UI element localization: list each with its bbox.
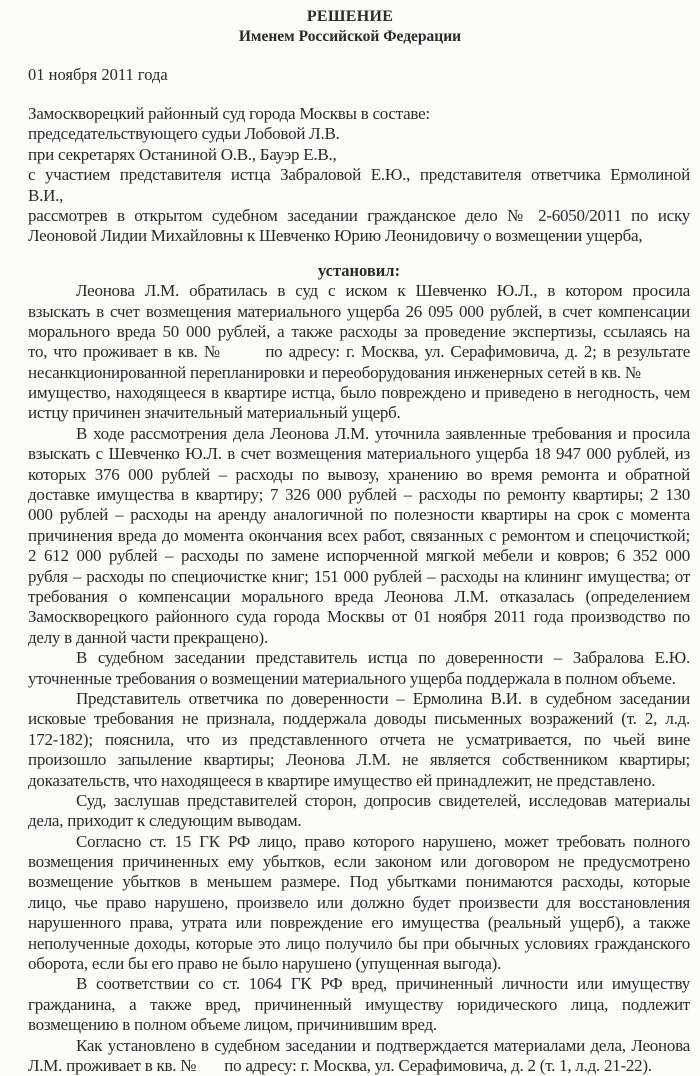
paragraph-line: взыскать с Шевченко Ю.Л. в счет возмещения материального ущерба 18 947 000 рублей, из [28, 444, 690, 464]
intro-line: рассмотрев в открытом судебном заседании гражданское дело № 2-6050/2011 по иску [28, 205, 690, 225]
intro-line: Замоскворецкий районный суд города Москвы в составе: [28, 104, 430, 123]
paragraph [28, 1036, 690, 1076]
document-date: 01 ноября 2011 года [28, 65, 168, 84]
paragraph-line: которых 376 000 рублей – расходы по вывозу, хранению во время ремонта и обратной [28, 464, 690, 484]
intro-block [28, 104, 690, 247]
paragraph-line: неполученные доходы, которые это лицо получило бы при обычных условиях гражданского [28, 933, 690, 953]
document-title: РЕШЕНИЕ [306, 8, 394, 25]
intro-line: с участием представителя истца Забраловой Е.Ю., представителя ответчика Ермолиной [28, 165, 690, 185]
paragraph-line: доставке имущества в квартиру; 7 326 000 рублей – расходы по ремонту квартиры; 2 130 [28, 485, 690, 505]
paragraph [28, 689, 690, 791]
paragraph-line: истцу причинен значительный материальный ущерб. [28, 403, 401, 423]
paragraph-line: произошло запыление квартиры; Леонова Л.М. не является собственником квартиры; [28, 750, 690, 770]
section-heading: установил: [317, 260, 401, 280]
paragraph [28, 974, 690, 1035]
intro-line: В.И., [28, 185, 64, 205]
paragraph-line: возмещение убытков в меньшем размере. Под убытками понимаются расходы, которые [28, 872, 690, 892]
paragraph [28, 648, 690, 689]
paragraph-line: оборота, если бы его право не было нарушено (упущенная выгода). [28, 954, 502, 974]
paragraph-line: исковые требования не признала, поддержала доводы письменных возражений (т. 2, л.д. [28, 709, 690, 729]
paragraph-line: В ходе рассмотрения дела Леонова Л.М. уточнила заявленные требования и просила [76, 423, 690, 443]
paragraph-line: несанкционированной перепланировки и переоборудования инженерных сетей в кв. № [28, 362, 641, 382]
paragraph-line: доказательств, что находящееся в квартире имущество ей принадлежит, не представлено. [28, 770, 656, 790]
document-subtitle: Именем Российской Федерации [238, 28, 462, 45]
paragraph-line: то, что проживает в кв. № по адресу: г. Москва, ул. Серафимовича, д. 2; в результате [28, 342, 690, 362]
paragraph-line: нарушенного права, утрата или повреждение его имущества (реальный ущерб), а также [28, 913, 690, 933]
paragraph-line: возмещению в полном объеме лицом, причинившим вред. [28, 1015, 437, 1035]
paragraphs [28, 281, 690, 1076]
paragraph-line: гражданина, а также вред, причиненный имуществу юридического лица, подлежит [28, 994, 690, 1014]
paragraph-line: взыскать в счет возмещения материального ущерба 26 095 000 рублей, в счет компенсации [28, 301, 690, 321]
paragraph-line: дела, приходит к следующим выводам. [28, 811, 302, 831]
paragraph [28, 832, 690, 975]
paragraph-line: имущество, находящееся в квартире истца, было повреждено и приведено в негодность, чем [28, 383, 690, 403]
paragraph-line: В соответствии со ст. 1064 ГК РФ вред, причиненный личности или имуществу [76, 974, 690, 994]
paragraph-line: лицо, чье право нарушено, произвело или должно будет произвести для восстановления [28, 892, 690, 912]
paragraph-line: требования о компенсации морального вреда Леонова Л.М. отказалась (определением [28, 586, 690, 606]
paragraph-line: морального вреда 50 000 рублей, а также расходы за проведение экспертизы, ссылаясь на [28, 321, 690, 341]
intro-line: председательствующего судьи Лобовой Л.В. [28, 124, 340, 144]
paragraph-line: возмещения причиненных ему убытков, если законом или договором не предусмотрено [28, 852, 690, 872]
paragraph-line: 172-182); пояснила, что из представленного отчета не усматривается, по чьей вине [28, 729, 690, 749]
intro-line: Леоновой Лидии Михайловны к Шевченко Юрию Леонидовичу о возмещении ущерба, [28, 226, 643, 246]
paragraph-line: Как установлено в судебном заседании и подтверждается материалами дела, Леонова [76, 1035, 690, 1055]
paragraph-line: 2 612 000 рублей – расходы по замене испорченной мягкой мебели и ковров; 6 352 000 [28, 546, 690, 566]
document-body [28, 104, 690, 1076]
paragraph-line: Суд, заслушав представителей сторон, допросив свидетелей, исследовав материалы [76, 790, 690, 810]
paragraph-line: В судебном заседании представитель истца по доверенности – Забралова Е.Ю. [76, 648, 690, 668]
paragraph [28, 281, 690, 424]
paragraph-line: Л.М. проживает в кв. № по адресу: г. Москва, ул. Серафимовича, д. 2 (т. 1, л.д. 21-22). [28, 1055, 652, 1075]
paragraph-line: делу в данной части прекращено). [28, 627, 268, 647]
paragraph-line: рубля – расходы по специочистке книг; 151 000 рублей – расходы на клининг имущества; от [28, 566, 690, 586]
paragraph-line: Леонова Л.М. обратилась в суд с иском к Шевченко Ю.Л., в котором просила [76, 281, 690, 301]
paragraph [28, 424, 690, 648]
paragraph-line: причинения вреда до момента окончания всех работ, связанных с ремонтом и спецочисткой; [28, 525, 690, 545]
paragraph-line: Замоскворецкого районного суда города Москвы от 01 ноября 2011 года производство по [28, 607, 690, 627]
intro-line: при секретарях Останиной О.В., Бауэр Е.В., [28, 144, 337, 164]
paragraph-line: Представитель ответчика по доверенности – Ермолина В.И. в судебном заседании [76, 688, 690, 708]
paragraph [28, 791, 690, 832]
paragraph-line: 000 рублей – расходы на аренду аналогичной по полезности квартиры на срок с момента [28, 505, 690, 525]
paragraph-line: Согласно ст. 15 ГК РФ лицо, право которого нарушено, может требовать полного [76, 831, 690, 851]
paragraph-line: уточненные требования о возмещении материального ущерба поддержала в полном объеме. [28, 668, 676, 688]
